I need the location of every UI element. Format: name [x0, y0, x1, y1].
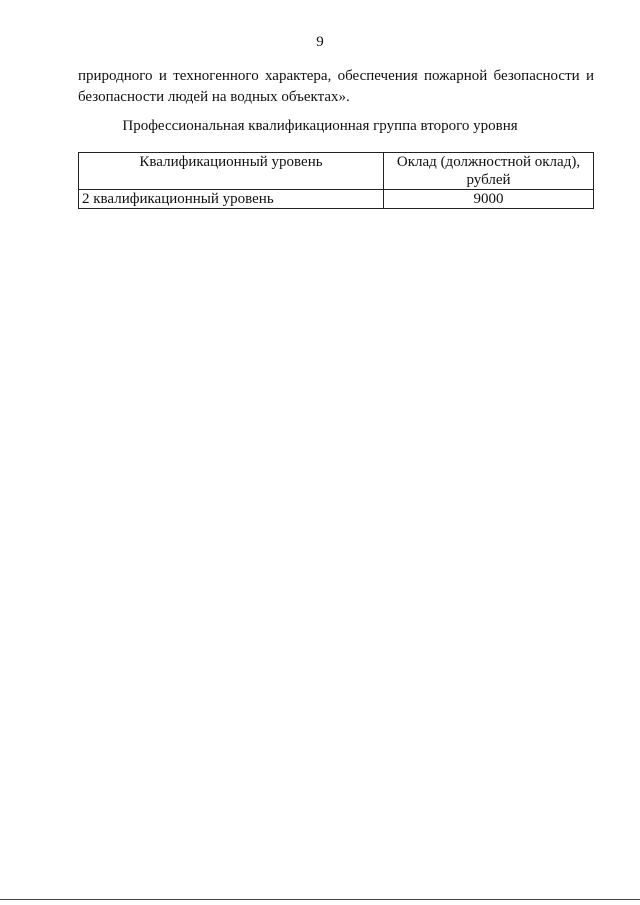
- header-salary-line-2: рублей: [466, 172, 511, 188]
- page-number: 9: [316, 34, 324, 50]
- table-header-row: [79, 153, 594, 190]
- footer-rule: [0, 899, 640, 900]
- header-salary-line-1: Оклад (должностной оклад),: [396, 154, 581, 170]
- body-paragraph: [78, 66, 594, 108]
- salary-table: [78, 152, 594, 209]
- cell-salary: 9000: [384, 190, 594, 209]
- cell-qualification-level: 2 квалификационный уровень: [79, 190, 384, 209]
- header-salary: [384, 153, 594, 190]
- header-qualification-level: Квалификационный уровень: [79, 153, 384, 190]
- paragraph-line-1: природного и техногенного характера, обеспечения пожарной безопасности и: [78, 68, 594, 84]
- section-heading: Профессиональная квалификационная группа второго уровня: [122, 118, 518, 134]
- paragraph-line-2: безопасности людей на водных объектах».: [78, 89, 350, 105]
- table-row: [79, 190, 594, 209]
